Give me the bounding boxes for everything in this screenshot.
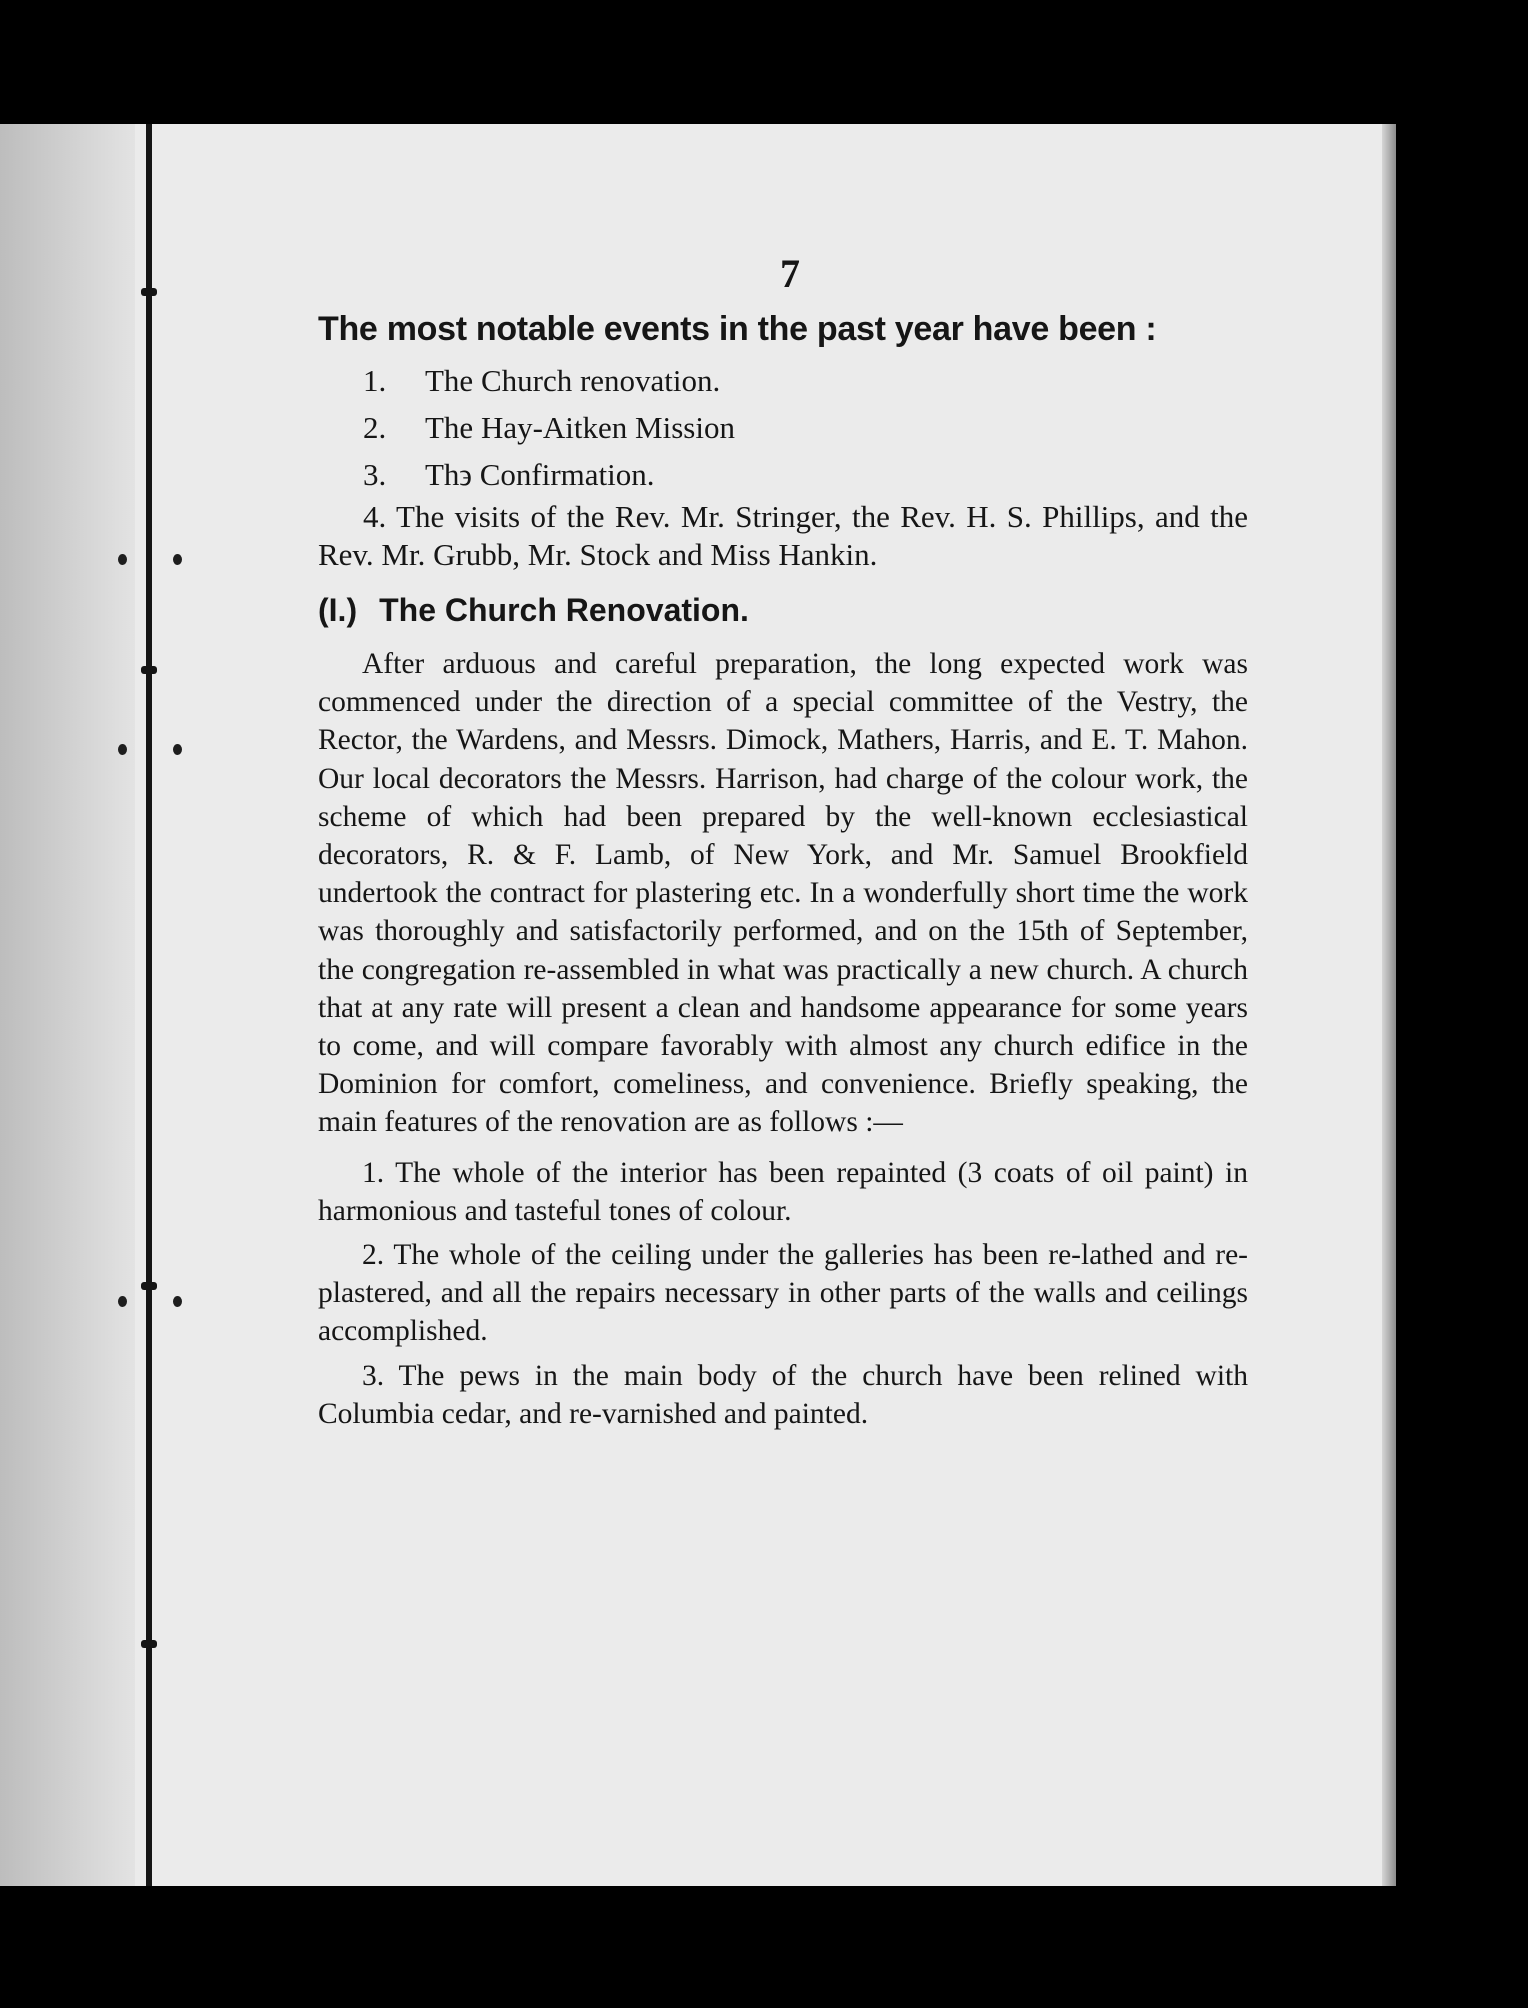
events-heading: The most notable events in the past year have been : <box>318 310 1157 348</box>
event-item <box>318 357 1248 404</box>
section-title: The Church Renovation. <box>379 592 749 628</box>
section-heading <box>318 592 1248 629</box>
binding-hole <box>173 554 182 565</box>
binding-hole <box>173 744 182 755</box>
binding-hole <box>118 554 127 565</box>
renovation-paragraph: After arduous and careful preparation, the long expected work was commenced under the direction of a special committee of the Vestry, the Rector, the Wardens, and Messrs. Dimock, Mathers, Harris, and E. T. Mahon. Our local decorators the Messrs. Harrison, had charge of the colour work, the scheme of which had been prepared by the well-known ecclesiastical decorators, R. & F. Lamb, of New York, and Mr. Samuel Brookfield undertook the contract for plastering etc. In a wonderfully short time the work was thoroughly and satisfactorily performed, and on the 15th of September, the congregation re-assembled in what was practically a new church. A church that at any rate will present a clean and handsome appearance for some years to come, and will compare favorably with almost any church edifice in the Dominion for comfort, comeliness, and convenience. Briefly speaking, the main features of the renovation are as follows :— <box>318 648 1248 1139</box>
feature-item: 1. The whole of the interior has been repainted (3 coats of oil paint) in harmonious and tasteful tones of colour. <box>318 1156 1248 1227</box>
feature-item: 3. The pews in the main body of the church have been relined with Columbia cedar, and re-varnished and painted. <box>318 1359 1248 1430</box>
page-number: 7 <box>780 251 800 296</box>
event-number: 1. <box>363 363 387 398</box>
event-item-visits: 4. The visits of the Rev. Mr. Stringer, the Rev. H. S. Phillips, and the Rev. Mr. Grubb, Mr. Stock and Miss Hankin. <box>318 499 1248 572</box>
binding-line <box>146 124 152 1886</box>
event-text: Th϶ Confirmation. <box>425 457 655 492</box>
binding-hole <box>118 744 127 755</box>
binding-stitch <box>141 666 157 674</box>
binding-stitch <box>141 1640 157 1648</box>
binding-stitch <box>141 1282 157 1290</box>
event-text: The Hay-Aitken Mission <box>425 410 735 445</box>
section-numeral: (I.) <box>318 592 358 628</box>
binding-hole <box>118 1296 127 1307</box>
event-text: The Church renovation. <box>425 363 721 398</box>
event-number: 3. <box>363 457 387 492</box>
scanned-page <box>0 124 1396 1886</box>
event-number: 2. <box>363 410 387 445</box>
feature-item: 2. The whole of the ceiling under the galleries has been re-lathed and re-plastered, and all the repairs necessary in other parts of the walls and ceilings accomplished. <box>318 1239 1248 1348</box>
binding-stitch <box>141 288 157 296</box>
event-item <box>318 404 1248 451</box>
binding-hole <box>173 1296 182 1307</box>
event-item <box>318 451 1248 498</box>
page-shadow <box>0 124 135 1886</box>
page-text <box>318 251 1248 1439</box>
page-edge <box>1382 124 1396 1886</box>
